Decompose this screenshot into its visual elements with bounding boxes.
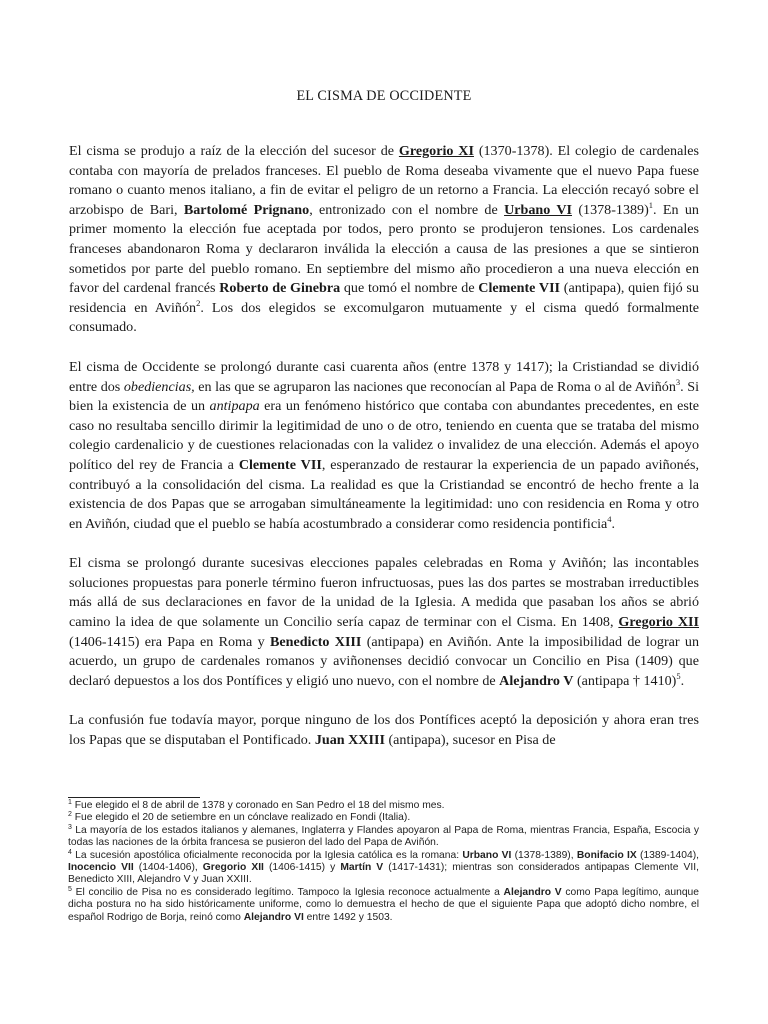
footnote-number: 3 xyxy=(68,823,72,831)
footnote-text: (1378-1389), xyxy=(511,849,577,861)
name-gregorio-xii: Gregorio XII xyxy=(618,614,699,631)
name-benedicto-xiii: Benedicto XIII xyxy=(269,633,362,650)
text-run: (antipapa), quien fijó su residencia en Aviñón xyxy=(69,280,699,316)
footnote-ref-5: 5 xyxy=(676,670,681,681)
footnote-text: (1389-1404), xyxy=(636,849,699,861)
footnote-ref-4: 4 xyxy=(607,513,612,524)
name-urbano-vi: Urbano VI xyxy=(462,849,512,861)
text-run: (antipapa) en Aviñón. Ante la imposibilidad de lograr un acuerdo, un grupo de cardenales romanos y aviñonenses decidió convocar un Concilio en Pisa (1409) que declaró depuestos a los dos Pontífices y eligió uno nuevo, con el nombre de xyxy=(69,633,699,689)
text-run: La confusión fue todavía mayor, porque ninguno de los dos Pontífices aceptó la deposición y ahora eran tres los Papas que se disputaban el Pontificado. xyxy=(69,712,699,749)
footnote-separator xyxy=(68,797,200,798)
paragraph-2 xyxy=(69,358,699,534)
footnote-text: La sucesión apostólica oficialmente reconocida por la Iglesia católica es la romana: xyxy=(71,849,463,861)
name-clemente-vii: Clemente VII xyxy=(478,280,561,297)
paragraph-3 xyxy=(69,554,699,691)
footnote-text: La mayoría de los estados italianos y alemanes, Inglaterra y Flandes apoyaron al Papa de Roma, mientras Francia, España, Escocia y todas las naciones de la órbita francesa se pusieron del lado del Papa de Aviñón. xyxy=(68,824,699,849)
name-clemente-vii: Clemente VII xyxy=(238,456,322,473)
text-run: en las que se agruparon las naciones que reconocían al Papa de Roma o al de Aviñón xyxy=(194,378,676,395)
name-bartolome-prignano: Bartolomé Prignano xyxy=(183,201,310,218)
name-gregorio-xi: Gregorio XI xyxy=(398,143,474,159)
text-run: que tomó el nombre de xyxy=(340,280,479,297)
footnote-number: 5 xyxy=(68,885,72,893)
footnote-text: Fue elegido el 20 de setiembre en un cónclave realizado en Fondi (Italia). xyxy=(71,812,411,824)
name-roberto-de-ginebra: Roberto de Ginebra xyxy=(219,280,341,297)
paragraph-1 xyxy=(69,142,699,338)
footnote-text: (1417-1431); mientras son considerados antipapas Clemente VII, Benedicto XIII, Alejandro V y Juan XXIII. xyxy=(68,862,700,886)
document-body xyxy=(69,142,699,751)
footnote-5 xyxy=(68,887,699,924)
name-gregorio-xii: Gregorio XII xyxy=(202,862,264,874)
term-obediencias: obediencias, xyxy=(123,378,195,395)
text-run: era un fenómeno histórico que contaba con abundantes precedentes, en este caso no resultaba sencillo dirimir la legitimidad de uno o de otro, teniendo en cuenta que se trataba del mismo colegio cardenalicio y de cuestiones relacionadas con la validez o invalidez de una elección. Además el apoyo político del rey de Francia a xyxy=(69,398,700,473)
name-alejandro-v: Alejandro V xyxy=(499,672,574,689)
footnote-text: (1404-1406), xyxy=(133,862,203,874)
footnote-number: 2 xyxy=(68,811,72,819)
text-run: (1378-1389) xyxy=(572,201,649,218)
text-run: (1370-1378). El colegio de cardenales contaba con mayoría de prelados franceses. El pueblo de Roma deseaba vivamente que el nuevo Papa fuese romano o cuanto menos italiano, a fin de evitar el peligro de un retorno a Francia. La elección recayó sobre el arzobispo de Bari, xyxy=(69,143,700,218)
footnote-3 xyxy=(68,825,699,850)
footnote-text: como Papa legítimo, aunque dicha postura no ha sido históricamente uniforme, como lo demuestra el hecho de que el siguiente Papa que adoptó dicho nombre, el español Rodrigo de Borja, reinó como xyxy=(68,886,699,923)
footnote-ref-1: 1 xyxy=(648,199,654,210)
footnote-number: 4 xyxy=(68,848,72,856)
page-title: EL CISMA DE OCCIDENTE xyxy=(296,88,472,104)
text-run: El cisma se prolongó durante sucesivas elecciones papales celebradas en Roma y Aviñón; las incontables soluciones propuestas para ponerle término fueron infructuosas, pues las dos partes se mostraban irreductibles más allá de sus declaraciones en favor de la unidad de la Iglesia. A medida que pasaban los años se abrió camino la idea de que solamente un Concilio sería capaz de terminar con el Cisma. En 1408, xyxy=(69,555,699,631)
footnote-ref-3: 3 xyxy=(675,376,681,387)
footnote-text: (1406-1415) y xyxy=(263,862,341,874)
footnotes xyxy=(68,800,699,924)
text-run: El cisma de Occidente se prolongó durante casi cuarenta años (entre 1378 y 1417); la Cristiandad se dividió entre dos xyxy=(69,358,699,395)
text-run: . Si bien la existencia de un xyxy=(69,378,699,415)
text-run: (1406-1415) era Papa en Roma y xyxy=(69,633,270,650)
text-run: , esperanzado de restaurar la experiencia de un papado aviñonés, contribuyó a la consolidación del cisma. La realidad es que la Cristiandad se encontró de hecho frente a la existencia de dos Papas que se arrogaban simultáneamente la legitimidad: uno con residencia en Roma y otro en Aviñón, ciudad que el pueblo se había acostumbrado a considerar como residencia pontificia xyxy=(69,456,699,532)
name-alejandro-vi: Alejandro VI xyxy=(243,911,304,923)
text-run: (antipapa), sucesor en Pisa de xyxy=(384,732,556,749)
text-run: El cisma se produjo a raíz de la elección del sucesor de xyxy=(69,143,399,159)
footnote-text: El concilio de Pisa no es considerado legítimo. Tampoco la Iglesia reconoce actualmente a xyxy=(71,886,504,898)
footnote-1 xyxy=(68,800,699,812)
name-urbano-vi: Urbano VI xyxy=(504,201,572,218)
name-bonifacio-ix: Bonifacio IX xyxy=(576,849,637,861)
paragraph-4 xyxy=(69,711,699,750)
text-run: , entronizado con el nombre de xyxy=(309,201,505,218)
name-juan-xxiii: Juan XXIII xyxy=(314,732,385,749)
text-run: . xyxy=(680,672,685,689)
name-martin-v: Martín V xyxy=(340,862,384,874)
name-alejandro-v: Alejandro V xyxy=(503,886,562,898)
footnote-text: Fue elegido el 8 de abril de 1378 y coronado en San Pedro el 18 del mismo mes. xyxy=(71,800,445,811)
text-run: . Los dos elegidos se excomulgaron mutuamente y el cisma quedó formalmente consumado. xyxy=(69,299,700,336)
footnote-4 xyxy=(68,850,699,887)
footnote-text: entre 1492 y 1503. xyxy=(303,911,393,923)
text-run: . xyxy=(611,515,616,532)
text-run: . En un primer momento la elección fue aceptada por todos, pero pronto se produjeron tensiones. Los cardenales franceses abandonaron Roma y declararon inválida la elección a causa de las presiones a que se sintieron sometidos por parte del pueblo romano. En septiembre del mismo año procedieron a una nueva elección en favor del cardenal francés xyxy=(69,201,699,297)
term-antipapa: antipapa xyxy=(209,398,260,415)
text-run: (antipapa † 1410) xyxy=(573,672,677,689)
footnote-ref-2: 2 xyxy=(196,297,201,308)
footnote-2 xyxy=(68,812,699,824)
name-inocencio-vii: Inocencio VII xyxy=(68,862,134,874)
footnote-number: 1 xyxy=(68,799,72,806)
